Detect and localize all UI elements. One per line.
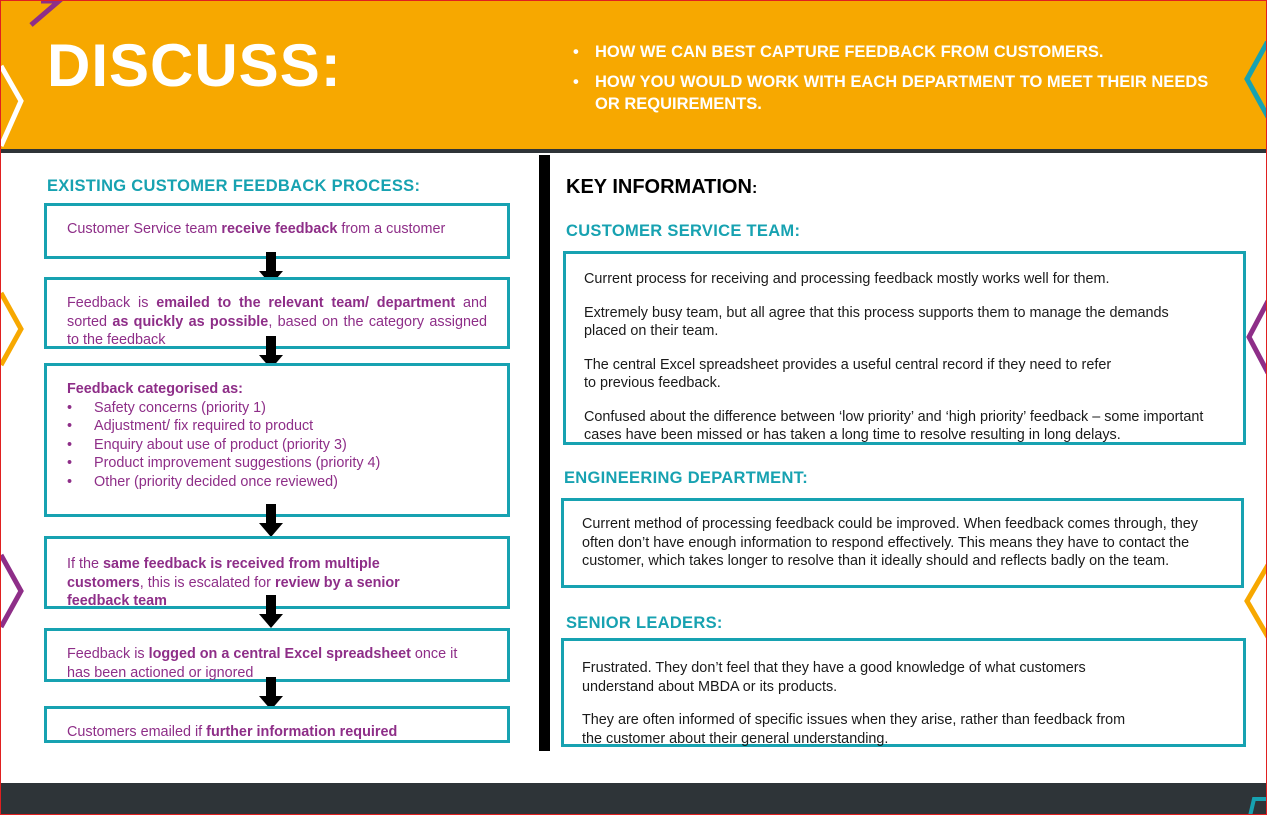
customer-service-box [563, 251, 1246, 445]
header-banner [1, 1, 1267, 149]
info-paragraph: Current method of processing feedback could be improved. When feedback comes through, they often don’t have enough information to respond effectively. This means they have to contact the customer, which takes longer to resolve than it ideally should and reflects badly on the team. [582, 516, 1198, 569]
info-paragraph: Current process for receiving and processing feedback mostly works well for them. [584, 271, 1110, 287]
chevron-icon [1, 61, 31, 151]
process-step-5: Feedback is logged on a central Excel spreadsheet once it has been actioned or ignored [44, 628, 510, 682]
info-paragraph: Frustrated. They don’t feel that they have a good knowledge of what customers understand about MBDA or its products. [582, 660, 1086, 695]
process-step-2: Feedback is emailed to the relevant team/ department and sorted as quickly as possible, based on the category assigned to the feedback [44, 277, 510, 349]
header-divider [1, 149, 1267, 153]
list-item: • Enquiry about use of product (priority 3) [67, 436, 347, 453]
discuss-item: • HOW WE CAN BEST CAPTURE FEEDBACK FROM CUSTOMERS. [573, 43, 1104, 61]
process-step-4: If the same feedback is received from multiple customers, this is escalated for review by a senior feedback team [44, 536, 510, 609]
discuss-list [573, 41, 1213, 123]
category-list [67, 399, 487, 492]
page-title: DISCUSS: [47, 32, 342, 99]
category-heading: Feedback categorised as: [67, 381, 243, 397]
chevron-icon [1246, 796, 1267, 815]
chevron-icon [1243, 561, 1267, 641]
process-step-6: Customers emailed if further information required [44, 706, 510, 743]
bullet-icon: • [573, 43, 579, 61]
info-paragraph: They are often informed of specific issues when they arise, rather than feedback from the customer about their general understanding. [582, 712, 1126, 747]
process-step-3 [44, 363, 510, 517]
senior-leaders-heading: SENIOR LEADERS: [566, 614, 723, 632]
engineering-box [561, 498, 1244, 588]
column-divider [539, 155, 550, 751]
info-paragraph: The central Excel spreadsheet provides a useful central record if they need to refer to previous feedback. [584, 356, 1112, 391]
footer-bar [1, 783, 1267, 815]
chevron-icon [1, 289, 27, 369]
customer-service-heading: CUSTOMER SERVICE TEAM: [566, 222, 801, 240]
list-item: • Product improvement suggestions (priority 4) [67, 455, 381, 471]
info-paragraph: Confused about the difference between ‘low priority’ and ‘high priority’ feedback – some important cases have been missed or has taken a long time to resolve resulting in long delays. [584, 408, 1204, 443]
list-item: • Safety concerns (priority 1) [67, 399, 266, 416]
engineering-heading: ENGINEERING DEPARTMENT: [564, 469, 809, 487]
list-item: • Adjustment/ fix required to product [67, 418, 314, 434]
chevron-icon [1241, 41, 1267, 121]
bullet-icon: • [573, 73, 579, 91]
down-arrow-icon [259, 504, 283, 538]
key-info-title: KEY INFORMATION: [566, 176, 758, 198]
info-paragraph: Extremely busy team, but all agree that this process supports them to manage the demands placed on their team. [584, 304, 1169, 339]
chevron-icon [1, 551, 27, 631]
chevron-icon [1245, 297, 1267, 377]
process-heading: EXISTING CUSTOMER FEEDBACK PROCESS: [47, 177, 421, 195]
chevron-icon [1, 1, 71, 36]
list-item: • Other (priority decided once reviewed) [67, 473, 338, 490]
down-arrow-icon [259, 595, 283, 629]
senior-leaders-box [561, 638, 1246, 747]
discuss-item: • HOW YOU WOULD WORK WITH EACH DEPARTMENT TO MEET THEIR NEEDS OR REQUIREMENTS. [573, 73, 1209, 113]
process-step-1: Customer Service team receive feedback from a customer [44, 203, 510, 259]
